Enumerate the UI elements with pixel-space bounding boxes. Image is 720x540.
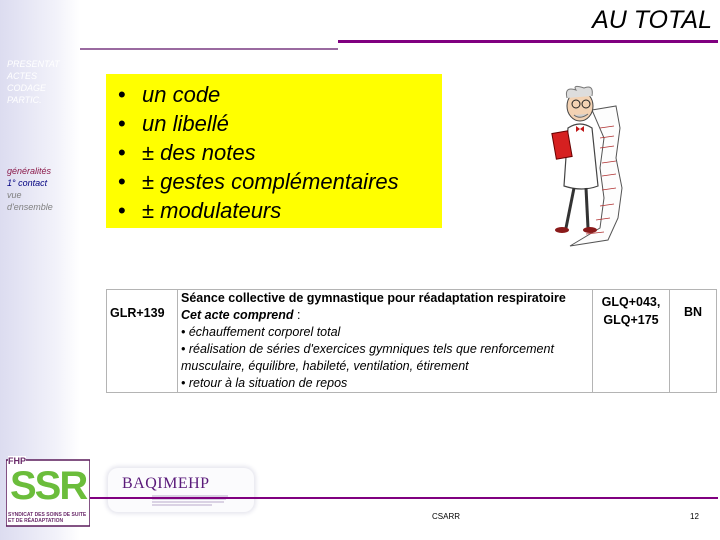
bullet-marker: • (118, 140, 126, 165)
act-note-item: • échauffement corporel total (181, 325, 341, 339)
geste-code: GLQ+175 (603, 313, 659, 327)
sidebar-subitem-ensemble[interactable]: d'ensemble (7, 202, 53, 212)
footer-label: CSARR (432, 512, 461, 521)
bullet-marker: • (118, 198, 126, 223)
act-note-item: • réalisation de séries d'exercices gymniques tels que renforcement musculaire, équilibre, habileté, ventilation, étirement (181, 342, 554, 373)
sidebar-subitem-premier-contact[interactable]: 1° contact (7, 178, 48, 188)
sidebar-item-codage[interactable]: CODAGE (7, 83, 47, 93)
ssr-logo-letters: SSR (10, 464, 87, 508)
ssr-logo (6, 456, 90, 528)
bullet-item: • ± gestes complémentaires (118, 169, 399, 194)
table-row (107, 290, 717, 393)
act-code-table (106, 289, 717, 393)
sidebar-subitem-generalites[interactable]: généralités (7, 166, 52, 176)
baqimehp-logo-text: BAQIMEHP (122, 475, 210, 492)
sidebar-nav (7, 58, 60, 106)
act-note-heading: Cet acte comprend : (181, 308, 301, 322)
bullet-marker: • (118, 82, 126, 107)
ssr-logo-fhp: FHP (8, 456, 26, 466)
bullet-item: • ± des notes (118, 140, 256, 165)
bullet-marker: • (118, 169, 126, 194)
bullet-list (118, 80, 399, 225)
act-note-item: • retour à la situation de repos (181, 376, 348, 390)
professor-reading-list-icon (530, 68, 640, 253)
bullet-item: • ± modulateurs (118, 198, 282, 223)
title-rule-left (80, 48, 338, 50)
footer-rule (90, 497, 718, 499)
page-number: 12 (690, 512, 699, 521)
sidebar-item-actes[interactable]: ACTES (7, 71, 38, 81)
act-description-cell (178, 290, 593, 393)
modulateur-cell: BN (670, 290, 717, 393)
geste-code: GLQ+043, (601, 295, 661, 309)
bullet-item: • un libellé (118, 111, 229, 136)
act-code-cell: GLR+139 (107, 290, 178, 393)
sidebar-item-presentation[interactable]: PRESENTAT (7, 59, 60, 69)
bullet-item: • un code (118, 82, 221, 107)
slide-title: AU TOTAL (592, 6, 712, 34)
sidebar-subnav (7, 165, 53, 213)
sidebar-item-partic[interactable]: PARTIC. (7, 95, 42, 105)
bullet-marker: • (118, 111, 126, 136)
ssr-logo-caption: SYNDICAT DES SOINS DE SUITE (8, 512, 87, 518)
bullet-box (106, 74, 442, 228)
gestes-cell (593, 290, 670, 393)
baqimehp-logo (108, 468, 254, 512)
sidebar-subitem-vue[interactable]: vue (7, 190, 22, 200)
title-rule (338, 40, 718, 43)
ssr-logo-caption: ET DE RÉADAPTATION (8, 518, 64, 524)
act-libelle: Séance collective de gymnastique pour réadaptation respiratoire (181, 291, 566, 305)
